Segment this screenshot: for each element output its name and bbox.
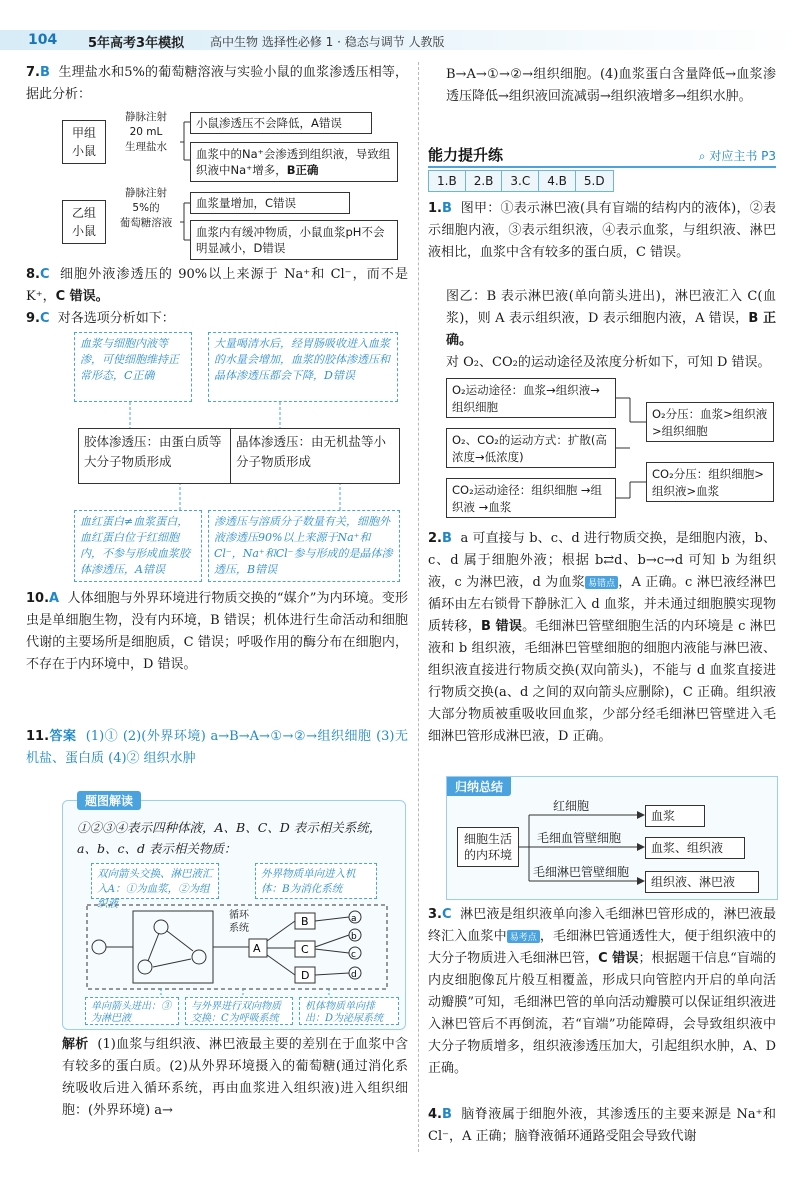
summary-e2: 血浆、组织液 bbox=[645, 837, 745, 859]
q9-box-crystal: 晶体渗透压：由无机盐等小分子物质形成 bbox=[230, 428, 400, 484]
loop-label: 循环 系统 bbox=[229, 910, 249, 934]
section-title: 能力提升练 bbox=[428, 146, 504, 164]
panel-text: ①②③④表示四种体液，A、B、C、D 表示相关系统，a、b、c、d 表示相关物质： bbox=[77, 820, 382, 856]
q9-note1: 血浆与细胞内液等渗，可使细胞维持正常形态，C正确 bbox=[74, 332, 192, 402]
answer-table bbox=[428, 170, 614, 192]
r2-text: 2.B a 可直接与 b、c、d 进行物质交换，是细胞内液，b、c、d 属于细胞外液；根据 b⇄d、b→c→d 可知 b 为组织液，c 为淋巴液，d 为血浆 易错点 ，A 正确。c 淋巴液经淋巴循环由左右锁骨下静脉汇入 d 血浆，并未通过细胞膜实现物质转移，B 错误。毛细淋巴管壁细胞生活的内环境是 c 淋巴液和 b 组织液，毛细淋巴管壁细胞的细胞内液能与淋巴液、组织液直接进行物质交换(双向箭头)，不能与 d 血浆直接进行物质交换(a、d 之间的双向箭头应删除)，C 正确。组织液大部分物质被重吸收回血浆，少部分经毛细淋巴管壁进入毛细淋巴管形成淋巴液，D 正确。 bbox=[428, 531, 777, 744]
label-a: a bbox=[351, 914, 357, 924]
q7-text: 7.B 生理盐水和5%的葡萄糖溶液与实验小鼠的血浆渗透压相等，据此分析： bbox=[26, 65, 409, 102]
answer-cell: 3.C bbox=[502, 171, 539, 192]
res-a2: 血浆中的Na⁺会渗透到组织液，导致组织液中Na⁺增多，B正确 bbox=[190, 142, 398, 182]
q9-diagram bbox=[60, 332, 408, 586]
group-b-box: 乙组 小鼠 bbox=[62, 200, 106, 244]
panel-note4: 与外界进行双向物质交换：C为呼吸系统 bbox=[185, 997, 293, 1025]
r1-text3: 对 O₂、CO₂的运动途径及浓度分析如下，可知 D 错误。 bbox=[446, 355, 771, 370]
inj-b-label: 静脉注射 5%的 葡萄糖溶液 bbox=[119, 187, 173, 229]
res-a1: 小鼠渗透压不会降低，A错误 bbox=[190, 112, 372, 134]
summary-e1: 血浆 bbox=[645, 805, 705, 827]
inj-a-label: 静脉注射 20 mL 生理盐水 bbox=[125, 111, 167, 153]
search-icon: ⌕ bbox=[698, 149, 706, 163]
summary-title: 归纳总结 bbox=[447, 777, 511, 796]
r1-text2: 图乙：B 表示淋巴液(单向箭头进出)，淋巴液汇入 C(血浆)，则 A 表示组织液，D 表示细胞内液，A 错误，B 正确。 bbox=[446, 289, 776, 348]
r3-text: 3.C 淋巴液是组织液单向渗入毛细淋巴管形成的，淋巴液最终汇入血浆中 易考点 ，毛细淋巴管通透性大，便于组织液中的大分子物质进入毛细淋巴管，C 错误；根据题干信息“盲端的内皮细胞像瓦片般互相覆盖，形成只向管腔内开启的单向活动瓣膜”可知，毛细淋巴管的单向活动瓣膜可以保证组织液进入淋巴管后不再倒流，若“盲端”功能障碍，会导致组织液中大分子物质增多，组织液渗透压加大，引起组织水肿，A、D 正确。 bbox=[428, 907, 776, 1076]
label-d: d bbox=[351, 970, 357, 980]
q7-diagram bbox=[62, 110, 402, 260]
r4-text: 4.B 脑脊液属于细胞外液，其渗透压的主要来源是 Na⁺和 Cl⁻，A 正确；脑脊液循环通路受阻会导致代谢 bbox=[428, 1107, 776, 1144]
r1-text: 1.B 图甲：①表示淋巴液(具有盲端的结构内的液体)，②表示细胞内液，③表示组织液，④表示血浆，与组织液、淋巴液相比，血浆中含有较多的蛋白质，C 错误。 bbox=[428, 201, 776, 260]
analysis-text: 解析 (1)血浆与组织液、淋巴液最主要的差别在于血浆中含有较多的蛋白质。(2)从外界环境摄入的葡萄糖(通过消化系统吸收后进入循环系统，再由血浆进入组织液)进入组织细胞：(外界环境) a→ bbox=[62, 1037, 408, 1118]
left-column bbox=[26, 62, 408, 106]
summary-c2: 毛细血管壁细胞 bbox=[537, 831, 622, 845]
q11-text: 11.答案 (1)① (2)(外界环境) a→B→A→①→②→组织细胞 (3)无机盐、蛋白质 (4)② 组织水肿 bbox=[26, 729, 408, 766]
book-subtitle: 高中生物 选择性必修 1 · 稳态与调节 人教版 bbox=[210, 35, 445, 49]
summary-c3: 毛细淋巴管壁细胞 bbox=[533, 865, 630, 879]
label-A: A bbox=[253, 942, 261, 955]
panel-note1: 双向箭头交换、淋巴液汇入A：①为血浆，②为组织液 bbox=[91, 863, 219, 899]
answer-cell: 5.D bbox=[575, 171, 613, 192]
r1-box4: O₂分压：血浆>组织液>组织细胞 bbox=[646, 402, 774, 442]
answer-cell: 2.B bbox=[465, 171, 502, 192]
page-header bbox=[0, 0, 800, 52]
section-header bbox=[428, 142, 776, 168]
summary-c1: 红细胞 bbox=[553, 799, 590, 813]
r1-diagram bbox=[446, 378, 776, 518]
q8-text: 8.C 细胞外液渗透压的 90%以上来源于 Na⁺和 Cl⁻，而不是 K⁺，C 错误。 bbox=[26, 267, 409, 304]
label-D: D bbox=[301, 969, 310, 982]
r1-box2: O₂、CO₂的运动方式：扩散(高浓度→低浓度) bbox=[446, 428, 616, 468]
section-underline bbox=[428, 166, 776, 168]
summary-e3: 组织液、淋巴液 bbox=[645, 871, 759, 893]
book-title: 5年高考3年模拟 bbox=[88, 36, 185, 51]
r1-box3: CO₂运动途径：组织细胞 →组织液 →血浆 bbox=[446, 478, 616, 518]
q9-text: 9.C 对各选项分析如下： bbox=[26, 311, 175, 326]
q9-note4: 渗透压与溶质分子数量有关，细胞外液渗透压90%以上来源于Na⁺和Cl⁻，Na⁺和Cl⁻参与形成的是晶体渗透压，B错误 bbox=[208, 510, 400, 582]
answer-cell: 1.B bbox=[429, 171, 466, 192]
panel-note3: 单向箭头进出：③为淋巴液 bbox=[85, 997, 179, 1025]
panel-note5: 机体物质单向排出：D为泌尿系统 bbox=[299, 997, 399, 1025]
section-ref: ⌕ 对应主书 P3 bbox=[698, 149, 776, 163]
res-b1: 血浆量增加，C错误 bbox=[190, 192, 350, 214]
r1-box1: O₂运动途径：血浆→组织液→组织细胞 bbox=[446, 378, 616, 418]
page-number: 104 bbox=[28, 32, 58, 48]
label-B: B bbox=[301, 915, 309, 928]
q10-text: 10.A 人体细胞与外界环境进行物质交换的“媒介”为内环境。变形虫是单细胞生物，没有内环境，B 错误；机体进行生命活动和细胞代谢的主要场所是细胞质，C 错误；呼吸作用的酶分布在细胞内，不存在于内环境中，D 错误。 bbox=[26, 591, 408, 672]
column-divider bbox=[418, 62, 419, 1152]
right-cont-text: B→A→①→②→组织细胞。(4)血浆蛋白含量降低→血浆渗透压降低→组织液回流减弱→组织液增多→组织水肿。 bbox=[446, 67, 776, 104]
q11-panel bbox=[62, 794, 406, 1030]
res-b2: 血浆内有缓冲物质，小鼠血浆pH不会明显减小，D错误 bbox=[190, 220, 398, 260]
q9-box-colloid: 胶体渗透压：由蛋白质等大分子物质形成 bbox=[78, 428, 238, 484]
label-c: c bbox=[351, 950, 356, 960]
answer-cell: 4.B bbox=[539, 171, 576, 192]
label-C: C bbox=[301, 943, 309, 956]
summary-left: 细胞生活 的内环境 bbox=[457, 827, 519, 867]
q9-note2: 大量喝清水后，经胃肠吸收进入血浆的水量会增加，血浆的胶体渗透压和晶体渗透压都会下降，D错误 bbox=[208, 332, 398, 402]
panel-note2: 外界物质单向进入机体：B为消化系统 bbox=[255, 863, 377, 899]
summary-box bbox=[446, 776, 778, 900]
group-a-box: 甲组 小鼠 bbox=[62, 120, 106, 164]
panel-title: 题图解读 bbox=[77, 791, 141, 810]
q9-note3: 血红蛋白≠血浆蛋白，血红蛋白位于红细胞内，不参与形成血浆胶体渗透压，A错误 bbox=[74, 510, 202, 582]
label-b: b bbox=[351, 932, 357, 942]
r1-box5: CO₂分压：组织细胞>组织液>血浆 bbox=[646, 462, 774, 502]
